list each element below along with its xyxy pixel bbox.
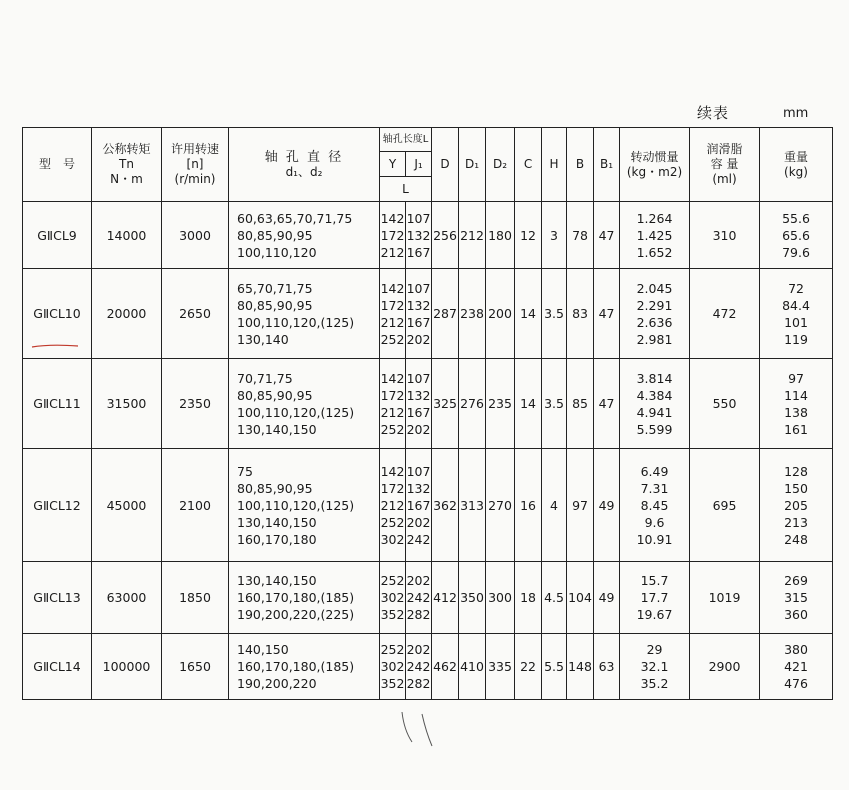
grease-cell: 1019 xyxy=(690,561,760,633)
header-D2: D₂ xyxy=(486,128,515,202)
B-cell: 78 xyxy=(567,202,594,269)
torque-cell: 31500 xyxy=(92,359,162,449)
y-length-cell: 142 172 212 xyxy=(380,202,406,269)
speed-cell: 3000 xyxy=(162,202,229,269)
C-cell: 16 xyxy=(515,449,542,561)
model-cell: GⅡCL14 xyxy=(23,633,92,699)
D-cell: 256 xyxy=(432,202,459,269)
inertia-cell: 2.045 2.291 2.636 2.981 xyxy=(620,269,690,359)
speed-cell: 2100 xyxy=(162,449,229,561)
D1-cell: 276 xyxy=(459,359,486,449)
H-cell: 4 xyxy=(542,449,567,561)
D-cell: 462 xyxy=(432,633,459,699)
D2-cell: 335 xyxy=(486,633,515,699)
header-model: 型 号 xyxy=(23,128,92,202)
header-C: C xyxy=(515,128,542,202)
torque-cell: 100000 xyxy=(92,633,162,699)
inertia-cell: 1.264 1.425 1.652 xyxy=(620,202,690,269)
j1-length-cell: 107 132 167 202 242 xyxy=(406,449,432,561)
H-cell: 3.5 xyxy=(542,359,567,449)
C-cell: 14 xyxy=(515,359,542,449)
header-shaft-length: 轴孔长度L xyxy=(380,128,432,152)
B-cell: 104 xyxy=(567,561,594,633)
H-cell: 3 xyxy=(542,202,567,269)
j1-length-cell: 107 132 167 xyxy=(406,202,432,269)
B1-cell: 47 xyxy=(594,202,620,269)
B-cell: 148 xyxy=(567,633,594,699)
D-cell: 412 xyxy=(432,561,459,633)
D1-cell: 238 xyxy=(459,269,486,359)
header-D1: D₁ xyxy=(459,128,486,202)
B-cell: 83 xyxy=(567,269,594,359)
B1-cell: 47 xyxy=(594,359,620,449)
D1-cell: 313 xyxy=(459,449,486,561)
diameter-cell: 140,150 160,170,180,(185) 190,200,220 xyxy=(229,633,380,699)
diameter-cell: 70,71,75 80,85,90,95 100,110,120,(125) 130,140,150 xyxy=(229,359,380,449)
red-pen-mark xyxy=(30,342,80,350)
torque-cell: 20000 xyxy=(92,269,162,359)
inertia-cell: 3.814 4.384 4.941 5.599 xyxy=(620,359,690,449)
coupling-spec-table xyxy=(22,127,833,700)
pencil-scribble xyxy=(398,710,438,750)
header-diameter: 轴 孔 直 径 d₁、d₂ xyxy=(229,128,380,202)
D2-cell: 235 xyxy=(486,359,515,449)
inertia-cell: 15.7 17.7 19.67 xyxy=(620,561,690,633)
H-cell: 3.5 xyxy=(542,269,567,359)
y-length-cell: 142 172 212 252 302 xyxy=(380,449,406,561)
diameter-cell: 60,63,65,70,71,75 80,85,90,95 100,110,120 xyxy=(229,202,380,269)
B1-cell: 49 xyxy=(594,561,620,633)
header-y: Y xyxy=(380,152,406,177)
C-cell: 22 xyxy=(515,633,542,699)
header-B: B xyxy=(567,128,594,202)
table-row xyxy=(23,449,833,561)
torque-cell: 14000 xyxy=(92,202,162,269)
j1-length-cell: 202 242 282 xyxy=(406,633,432,699)
j1-length-cell: 202 242 282 xyxy=(406,561,432,633)
speed-cell: 2350 xyxy=(162,359,229,449)
D1-cell: 350 xyxy=(459,561,486,633)
D2-cell: 270 xyxy=(486,449,515,561)
torque-cell: 63000 xyxy=(92,561,162,633)
C-cell: 14 xyxy=(515,269,542,359)
y-length-cell: 142 172 212 252 xyxy=(380,269,406,359)
B-cell: 97 xyxy=(567,449,594,561)
speed-cell: 1850 xyxy=(162,561,229,633)
table-row xyxy=(23,202,833,269)
header-torque: 公称转矩 Tn N・m xyxy=(92,128,162,202)
j1-length-cell: 107 132 167 202 xyxy=(406,269,432,359)
grease-cell: 472 xyxy=(690,269,760,359)
D1-cell: 410 xyxy=(459,633,486,699)
table-row xyxy=(23,633,833,699)
model-cell: GⅡCL12 xyxy=(23,449,92,561)
header-j1: J₁ xyxy=(406,152,432,177)
speed-cell: 1650 xyxy=(162,633,229,699)
header-l: L xyxy=(380,177,432,202)
header-speed: 许用转速 [n] (r/min) xyxy=(162,128,229,202)
B1-cell: 47 xyxy=(594,269,620,359)
header-grease: 润滑脂 容 量 (ml) xyxy=(690,128,760,202)
j1-length-cell: 107 132 167 202 xyxy=(406,359,432,449)
D-cell: 362 xyxy=(432,449,459,561)
diameter-cell: 130,140,150 160,170,180,(185) 190,200,220,(225) xyxy=(229,561,380,633)
D-cell: 325 xyxy=(432,359,459,449)
header-inertia: 转动惯量 (kg・m2) xyxy=(620,128,690,202)
diameter-cell: 75 80,85,90,95 100,110,120,(125) 130,140,150 160,170,180 xyxy=(229,449,380,561)
model-cell: GⅡCL10 xyxy=(23,269,92,359)
unit-label: mm xyxy=(783,106,809,121)
inertia-cell: 29 32.1 35.2 xyxy=(620,633,690,699)
header-B1: B₁ xyxy=(594,128,620,202)
weight-cell: 128 150 205 213 248 xyxy=(760,449,833,561)
D2-cell: 180 xyxy=(486,202,515,269)
y-length-cell: 252 302 352 xyxy=(380,633,406,699)
y-length-cell: 252 302 352 xyxy=(380,561,406,633)
B-cell: 85 xyxy=(567,359,594,449)
B1-cell: 63 xyxy=(594,633,620,699)
B1-cell: 49 xyxy=(594,449,620,561)
grease-cell: 695 xyxy=(690,449,760,561)
header-D: D xyxy=(432,128,459,202)
D1-cell: 212 xyxy=(459,202,486,269)
speed-cell: 2650 xyxy=(162,269,229,359)
model-cell: GⅡCL9 xyxy=(23,202,92,269)
table-row xyxy=(23,269,833,359)
table-row xyxy=(23,359,833,449)
torque-cell: 45000 xyxy=(92,449,162,561)
C-cell: 12 xyxy=(515,202,542,269)
H-cell: 5.5 xyxy=(542,633,567,699)
C-cell: 18 xyxy=(515,561,542,633)
weight-cell: 55.6 65.6 79.6 xyxy=(760,202,833,269)
D2-cell: 300 xyxy=(486,561,515,633)
table-row xyxy=(23,561,833,633)
y-length-cell: 142 172 212 252 xyxy=(380,359,406,449)
weight-cell: 97 114 138 161 xyxy=(760,359,833,449)
inertia-cell: 6.49 7.31 8.45 9.6 10.91 xyxy=(620,449,690,561)
grease-cell: 550 xyxy=(690,359,760,449)
table-caption: 续表 xyxy=(697,104,730,122)
model-cell: GⅡCL13 xyxy=(23,561,92,633)
diameter-cell: 65,70,71,75 80,85,90,95 100,110,120,(125) 130,140 xyxy=(229,269,380,359)
grease-cell: 310 xyxy=(690,202,760,269)
weight-cell: 72 84.4 101 119 xyxy=(760,269,833,359)
H-cell: 4.5 xyxy=(542,561,567,633)
grease-cell: 2900 xyxy=(690,633,760,699)
weight-cell: 380 421 476 xyxy=(760,633,833,699)
model-cell: GⅡCL11 xyxy=(23,359,92,449)
weight-cell: 269 315 360 xyxy=(760,561,833,633)
header-H: H xyxy=(542,128,567,202)
D2-cell: 200 xyxy=(486,269,515,359)
header-weight: 重量 (kg) xyxy=(760,128,833,202)
D-cell: 287 xyxy=(432,269,459,359)
